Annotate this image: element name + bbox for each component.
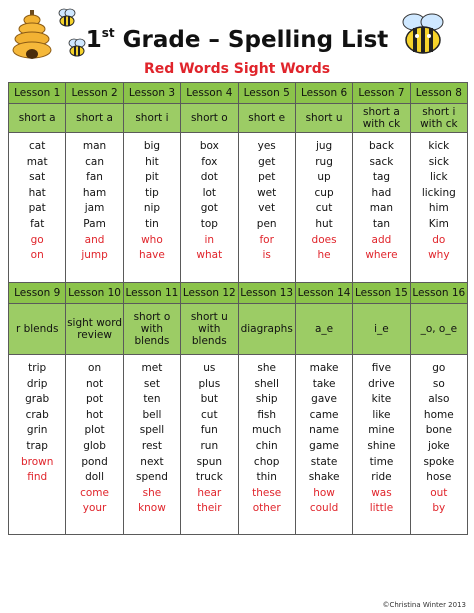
spelling-word: shake xyxy=(308,471,340,484)
lesson-topic: short i xyxy=(123,104,180,133)
sight-word: add xyxy=(371,233,392,246)
spelling-word: back xyxy=(368,140,394,152)
spelling-word: got xyxy=(200,202,218,215)
spelling-word: lot xyxy=(202,186,217,199)
sight-word: is xyxy=(262,249,271,262)
lesson-word-list xyxy=(295,355,352,535)
spelling-word: hat xyxy=(28,186,46,199)
spelling-word: crab xyxy=(25,408,49,421)
spelling-word: grab xyxy=(25,393,50,406)
sight-word: she xyxy=(142,486,162,499)
spelling-word: run xyxy=(200,439,219,452)
sight-word: know xyxy=(138,502,166,515)
sight-word: other xyxy=(252,502,281,515)
spelling-word: also xyxy=(428,393,450,406)
spelling-word: pond xyxy=(81,455,108,468)
lesson-header-row xyxy=(9,83,468,104)
spelling-word: hot xyxy=(85,408,104,421)
spelling-word: hit xyxy=(145,155,159,168)
sight-word: in xyxy=(204,233,215,246)
spelling-word: kite xyxy=(371,393,392,406)
spelling-word: go xyxy=(432,362,446,374)
sight-word: jump xyxy=(81,249,108,262)
spelling-word: get xyxy=(258,155,276,168)
sight-word: their xyxy=(197,502,222,515)
lesson-word-list xyxy=(181,133,238,283)
spelling-word: tip xyxy=(145,186,159,199)
spelling-word: sick xyxy=(428,155,449,168)
spelling-word: like xyxy=(372,408,391,421)
spelling-word: rest xyxy=(141,439,162,452)
spelling-word: sat xyxy=(29,171,46,184)
spelling-word: tan xyxy=(372,217,391,230)
sight-word: find xyxy=(27,471,48,484)
page-subtitle: Red Words Sight Words xyxy=(143,61,331,77)
spelling-word: state xyxy=(310,455,338,468)
spelling-word: man xyxy=(369,202,394,215)
lesson-label: Lesson 6 xyxy=(295,83,352,104)
lesson-word-list xyxy=(123,133,180,283)
spelling-word: Pam xyxy=(83,217,106,230)
spelling-word: name xyxy=(309,424,339,437)
spelling-word: but xyxy=(200,393,219,406)
spelling-word: pen xyxy=(256,217,277,230)
lesson-label: Lesson 8 xyxy=(410,83,467,104)
spelling-word: cut xyxy=(201,408,218,421)
sight-word: was xyxy=(371,486,392,499)
spelling-word: wet xyxy=(257,186,277,199)
spelling-word: cat xyxy=(29,140,46,152)
lesson-label: Lesson 7 xyxy=(353,83,410,104)
spelling-word: ham xyxy=(82,186,107,199)
lesson-topic: i_e xyxy=(353,304,410,355)
copyright-text: ©Christina Winter 2013 xyxy=(382,601,466,609)
title-rest: Grade – Spelling List xyxy=(114,27,389,53)
lesson-topic: short u with blends xyxy=(181,304,238,355)
sight-word: have xyxy=(139,249,165,262)
spelling-word: box xyxy=(199,140,219,152)
spelling-word: pit xyxy=(145,171,159,184)
lesson-topic: r blends xyxy=(9,304,66,355)
spelling-word: dot xyxy=(200,171,218,184)
lesson-label: Lesson 4 xyxy=(181,83,238,104)
spelling-word: trip xyxy=(28,362,47,374)
lesson-topic: short u xyxy=(295,104,352,133)
sight-word: your xyxy=(82,502,107,515)
spelling-word: jug xyxy=(315,140,333,152)
spelling-word: time xyxy=(369,455,394,468)
sight-word: he xyxy=(317,249,331,262)
page-title xyxy=(0,26,474,53)
lesson-header-row xyxy=(9,283,468,304)
spelling-word: jam xyxy=(84,202,105,215)
spelling-word: game xyxy=(309,439,339,452)
spelling-word: plot xyxy=(84,424,105,437)
lesson-word-list xyxy=(66,133,123,283)
spelling-word: had xyxy=(371,186,392,199)
spelling-word: pot xyxy=(85,393,104,406)
page-header xyxy=(0,0,474,82)
spelling-word: mat xyxy=(26,155,48,168)
spelling-word: can xyxy=(85,155,104,168)
lesson-topic: short a with ck xyxy=(353,104,410,133)
lesson-topic: short i with ck xyxy=(410,104,467,133)
lesson-word-list xyxy=(410,133,467,283)
spelling-word: us xyxy=(203,362,216,374)
sight-word: who xyxy=(141,233,163,246)
lesson-topic: _o, o_e xyxy=(410,304,467,355)
lesson-word-list xyxy=(238,133,295,283)
spelling-word: grin xyxy=(26,424,48,437)
lesson-word-list xyxy=(9,355,66,535)
spelling-word: trap xyxy=(26,439,48,452)
lesson-word-list xyxy=(238,355,295,535)
lesson-label: Lesson 16 xyxy=(410,283,467,304)
lesson-word-list xyxy=(353,355,410,535)
spelling-word: spend xyxy=(135,471,168,484)
sight-word: hear xyxy=(197,486,222,499)
spelling-word: up xyxy=(317,171,331,184)
spelling-word: she xyxy=(257,362,276,374)
sight-word: what xyxy=(196,249,223,262)
spelling-word: top xyxy=(200,217,218,230)
lesson-word-list xyxy=(353,133,410,283)
lesson-word-list xyxy=(181,355,238,535)
spelling-word: big xyxy=(143,140,161,152)
sight-word: these xyxy=(252,486,282,499)
lesson-label: Lesson 15 xyxy=(353,283,410,304)
spelling-word: chin xyxy=(255,439,278,452)
spelling-word: pat xyxy=(28,202,46,215)
sight-word: brown xyxy=(20,455,54,468)
lesson-label: Lesson 2 xyxy=(66,83,123,104)
sight-word: on xyxy=(30,249,44,262)
lesson-label: Lesson 3 xyxy=(123,83,180,104)
spelling-word: lick xyxy=(429,171,448,184)
lesson-topic: a_e xyxy=(295,304,352,355)
topic-row xyxy=(9,104,468,133)
spelling-word: chop xyxy=(253,455,280,468)
spelling-word: vet xyxy=(258,202,276,215)
spelling-word: cup xyxy=(314,186,334,199)
spelling-word: next xyxy=(140,455,164,468)
spelling-word: sack xyxy=(369,155,394,168)
spelling-word: gave xyxy=(311,393,337,406)
lesson-topic: short o with blends xyxy=(123,304,180,355)
spelling-word: ship xyxy=(255,393,278,406)
spelling-word: bone xyxy=(425,424,452,437)
spelling-word: fox xyxy=(201,155,218,168)
spelling-word: him xyxy=(428,202,449,215)
spelling-word: five xyxy=(371,362,392,374)
spelling-word: ride xyxy=(371,471,392,484)
lesson-label: Lesson 1 xyxy=(9,83,66,104)
lesson-label: Lesson 5 xyxy=(238,83,295,104)
sight-word: come xyxy=(80,486,109,499)
spelling-word: thin xyxy=(256,471,277,484)
spelling-word: man xyxy=(82,140,107,152)
sight-word: out xyxy=(430,486,448,499)
spelling-word: set xyxy=(143,377,160,390)
lesson-label: Lesson 12 xyxy=(181,283,238,304)
spelling-word: came xyxy=(309,408,339,421)
spelling-word: shine xyxy=(367,439,396,452)
spelling-word: doll xyxy=(85,471,105,484)
sight-word: could xyxy=(309,502,339,515)
spelling-word: rug xyxy=(315,155,333,168)
title-grade-suffix: st xyxy=(101,26,115,40)
spelling-word: spell xyxy=(139,424,165,437)
sight-word: little xyxy=(369,502,394,515)
lesson-topic: short e xyxy=(238,104,295,133)
sight-word: why xyxy=(428,249,450,262)
lesson-label: Lesson 10 xyxy=(66,283,123,304)
sight-word: and xyxy=(84,233,105,246)
spelling-word: home xyxy=(423,408,454,421)
spelling-word: truck xyxy=(195,471,223,484)
spelling-word: fan xyxy=(86,171,103,184)
spelling-word: on xyxy=(88,362,102,374)
word-row xyxy=(9,133,468,283)
spelling-word: hut xyxy=(315,217,333,230)
spelling-word: so xyxy=(432,377,445,390)
lesson-word-list xyxy=(410,355,467,535)
spelling-word: Kim xyxy=(428,217,449,230)
spelling-word: not xyxy=(85,377,104,390)
spelling-word: kick xyxy=(428,140,450,152)
bee-icon xyxy=(56,8,78,28)
sight-word: by xyxy=(432,502,446,515)
spelling-word: licking xyxy=(421,186,456,199)
spelling-word: tin xyxy=(145,217,159,230)
spelling-word: make xyxy=(309,362,339,374)
spelling-word: yes xyxy=(257,140,276,152)
sight-word: where xyxy=(365,249,398,262)
spelling-word: pet xyxy=(258,171,276,184)
lesson-topic: short o xyxy=(181,104,238,133)
spelling-word: ten xyxy=(143,393,161,406)
spelling-word: nip xyxy=(143,202,161,215)
spelling-word: plus xyxy=(198,377,221,390)
lesson-label: Lesson 13 xyxy=(238,283,295,304)
lesson-label: Lesson 11 xyxy=(123,283,180,304)
lesson-topic: sight word review xyxy=(66,304,123,355)
spelling-word: joke xyxy=(428,439,450,452)
spelling-word: fat xyxy=(30,217,45,230)
spelling-word: cut xyxy=(315,202,333,215)
topic-row xyxy=(9,304,468,355)
lesson-topic: short a xyxy=(66,104,123,133)
lesson-label: Lesson 9 xyxy=(9,283,66,304)
sight-word: for xyxy=(259,233,274,246)
spelling-word: fish xyxy=(257,408,277,421)
spelling-word: spoke xyxy=(423,455,455,468)
spelling-word: tag xyxy=(372,171,391,184)
lesson-word-list xyxy=(295,133,352,283)
spelling-word: glob xyxy=(83,439,106,452)
spelling-word: met xyxy=(141,362,163,374)
spelling-word: spun xyxy=(196,455,223,468)
spelling-word: much xyxy=(252,424,282,437)
spelling-word: mine xyxy=(368,424,395,437)
lesson-word-list xyxy=(123,355,180,535)
title-grade-number: 1 xyxy=(85,27,102,53)
spelling-table xyxy=(8,82,468,535)
lesson-topic: short a xyxy=(9,104,66,133)
spelling-word: fun xyxy=(200,424,218,437)
spelling-word: shell xyxy=(254,377,279,390)
sight-word: how xyxy=(313,486,335,499)
spelling-word: drive xyxy=(368,377,395,390)
spelling-word: hose xyxy=(426,471,452,484)
lesson-label: Lesson 14 xyxy=(295,283,352,304)
lesson-word-list xyxy=(9,133,66,283)
sight-word: does xyxy=(311,233,337,246)
spelling-word: drip xyxy=(26,377,48,390)
spelling-word: bell xyxy=(142,408,162,421)
lesson-word-list xyxy=(66,355,123,535)
sight-word: do xyxy=(432,233,446,246)
word-row xyxy=(9,355,468,535)
spelling-word: take xyxy=(312,377,336,390)
lesson-topic: diagraphs xyxy=(238,304,295,355)
sight-word: go xyxy=(30,233,44,246)
